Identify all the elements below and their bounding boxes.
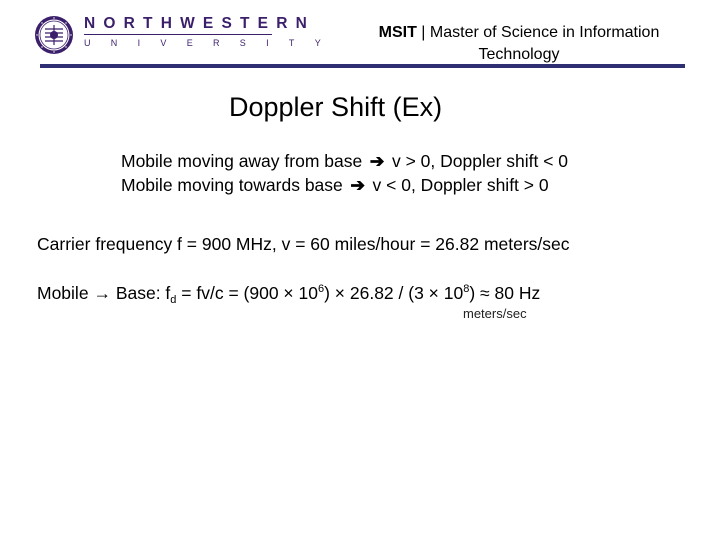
- formula-exponent-2: 8: [463, 283, 470, 295]
- doppler-formula-line: [37, 281, 540, 305]
- header-separator: |: [416, 24, 430, 41]
- slide-title: Doppler Shift (Ex): [229, 92, 443, 122]
- logo-divider: [84, 34, 272, 35]
- moving-towards-condition: Mobile moving towards base: [121, 175, 343, 195]
- university-name-logo: NORTHWESTERN: [84, 15, 316, 32]
- moving-away-result: v > 0, Doppler shift < 0: [391, 151, 569, 171]
- formula-target: Base: f: [115, 283, 171, 303]
- header-divider-bar: [40, 64, 685, 68]
- formula-part-1: = fv/c = (900 × 10: [176, 283, 318, 303]
- program-header: [350, 22, 688, 66]
- right-arrow-icon: →: [93, 283, 111, 303]
- unit-annotation: meters/sec: [463, 306, 527, 321]
- moving-away-condition: Mobile moving away from base: [121, 151, 363, 171]
- formula-result: ) ≈ 80 Hz: [469, 283, 541, 303]
- moving-away-line: [121, 149, 568, 173]
- formula-exponent-1: 6: [317, 283, 325, 295]
- formula-subscript: d: [170, 294, 177, 306]
- formula-source: Mobile: [37, 283, 89, 303]
- moving-towards-line: [121, 173, 549, 197]
- university-subtitle-logo: UNIVERSITY: [84, 38, 342, 48]
- moving-towards-result: v < 0, Doppler shift > 0: [372, 175, 549, 195]
- program-code: MSIT: [378, 24, 417, 41]
- carrier-frequency-line: Carrier frequency f = 900 MHz, v = 60 miles/hour = 26.82 meters/sec: [37, 234, 570, 254]
- bold-right-arrow-icon: ➔: [350, 175, 365, 195]
- bold-right-arrow-icon: ➔: [369, 151, 385, 171]
- northwestern-seal-icon: [34, 15, 74, 55]
- formula-part-2: ) × 26.82 / (3 × 10: [324, 283, 464, 303]
- program-name: Master of Science in Information Technology: [429, 24, 660, 63]
